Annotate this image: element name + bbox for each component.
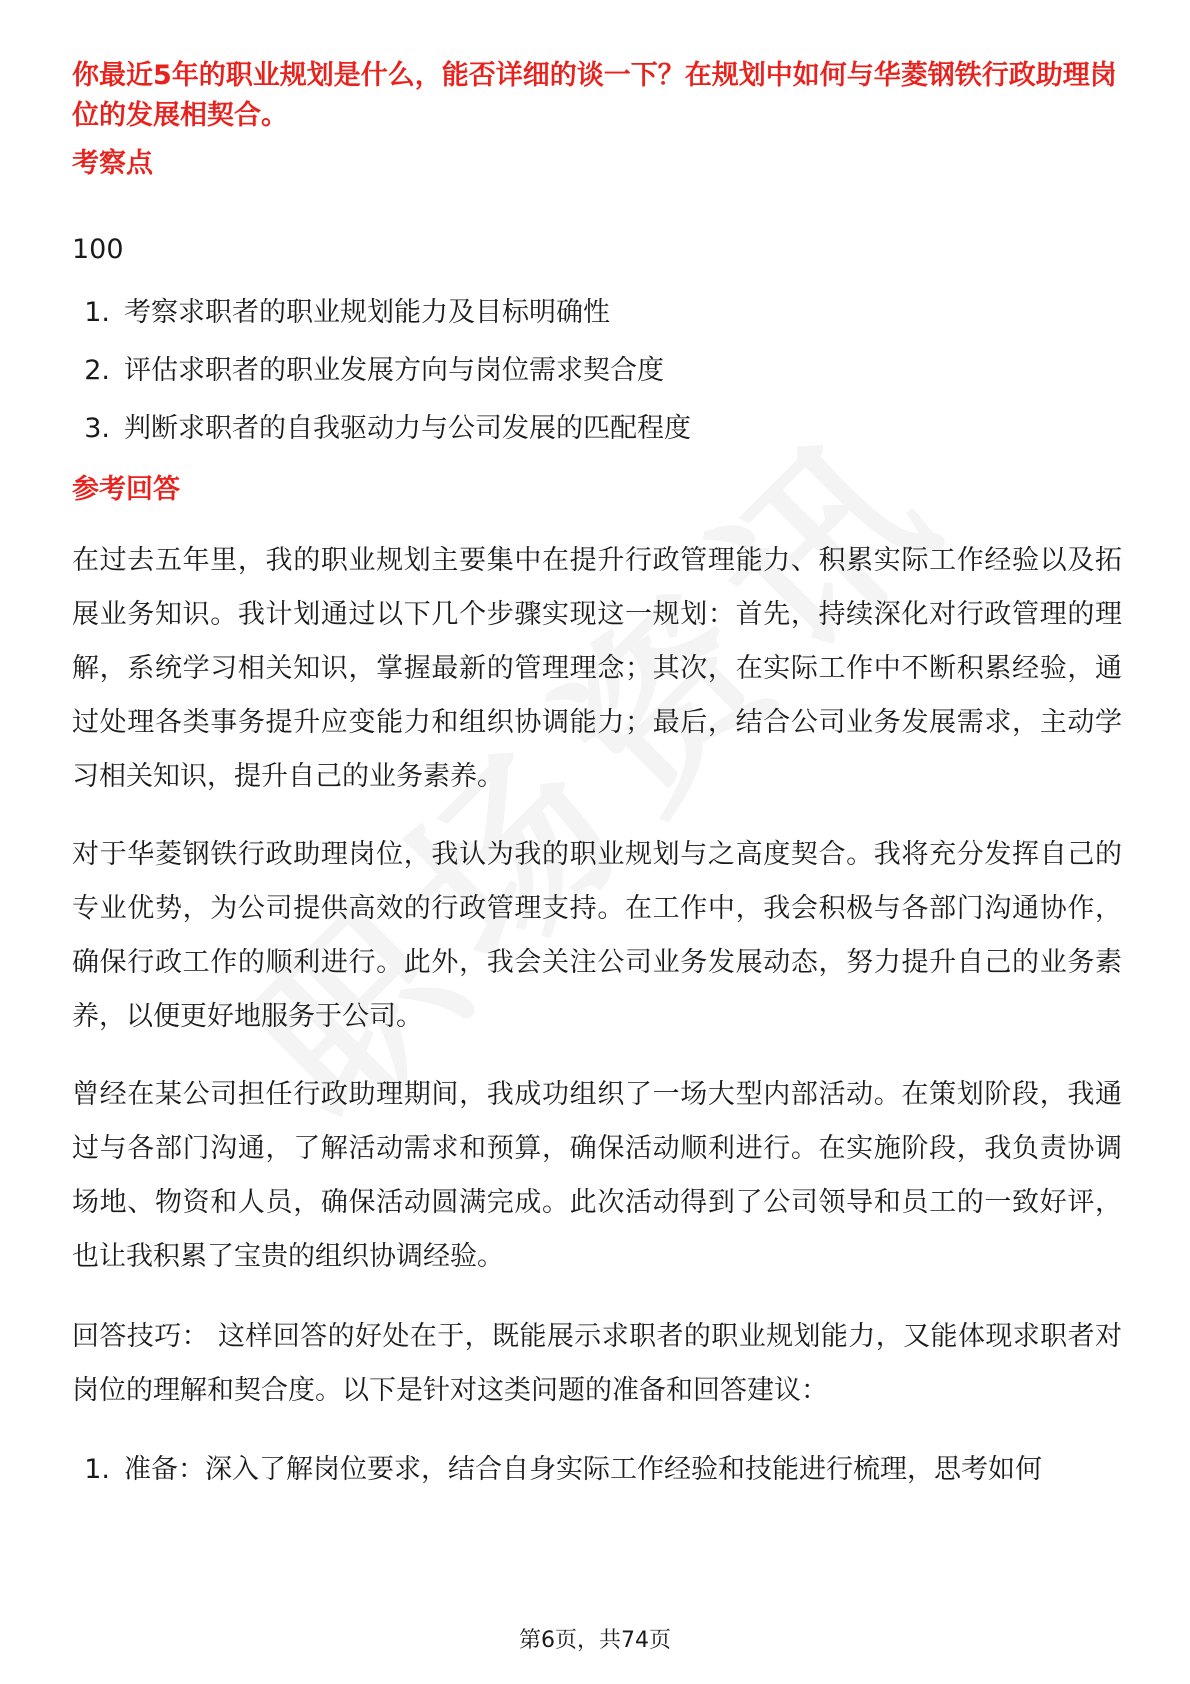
list-item bbox=[72, 409, 1122, 467]
assessment-list bbox=[72, 293, 1122, 467]
list-item bbox=[72, 293, 1122, 351]
answer-tips-paragraph: 回答技巧： 这样回答的好处在于，既能展示求职者的职业规划能力，又能体现求职者对岗位的理解和契合度。以下是针对这类问题的准备和回答建议： bbox=[72, 1321, 1122, 1406]
list-text: 判断求职者的自我驱动力与公司发展的匹配程度 bbox=[124, 413, 691, 444]
list-item bbox=[72, 1450, 1122, 1508]
list-number: 1. bbox=[84, 1454, 110, 1485]
page-footer: 第6页，共74页 bbox=[519, 1628, 671, 1653]
assessment-heading: 考察点 bbox=[72, 148, 153, 179]
tips-list bbox=[72, 1450, 1122, 1508]
question-title: 你最近5年的职业规划是什么，能否详细的谈一下？在规划中如何与华菱钢铁行政助理岗位的发展相契合。 bbox=[72, 60, 1117, 131]
list-number: 1. bbox=[84, 297, 110, 328]
answer-paragraph-2: 对于华菱钢铁行政助理岗位，我认为我的职业规划与之高度契合。我将充分发挥自己的专业优势，为公司提供高效的行政管理支持。在工作中，我会积极与各部门沟通协作，确保行政工作的顺利进行。此外，我会关注公司业务发展动态，努力提升自己的业务素养，以便更好地服务于公司。 bbox=[72, 839, 1122, 1032]
answer-heading: 参考回答 bbox=[72, 474, 180, 505]
score-value: 100 bbox=[72, 234, 124, 265]
answer-paragraph-1: 在过去五年里，我的职业规划主要集中在提升行政管理能力、积累实际工作经验以及拓展业务知识。我计划通过以下几个步骤实现这一规划：首先，持续深化对行政管理的理解，系统学习相关知识，掌握最新的管理理念；其次，在实际工作中不断积累经验，通过处理各类事务提升应变能力和组织协调能力；最后，结合公司业务发展需求，主动学习相关知识，提升自己的业务素养。 bbox=[72, 545, 1122, 792]
list-text: 评估求职者的职业发展方向与岗位需求契合度 bbox=[124, 355, 664, 386]
answer-paragraph-3: 曾经在某公司担任行政助理期间，我成功组织了一场大型内部活动。在策划阶段，我通过与各部门沟通，了解活动需求和预算，确保活动顺利进行。在实施阶段，我负责协调场地、物资和人员，确保活动圆满完成。此次活动得到了公司领导和员工的一致好评，也让我积累了宝贵的组织协调经验。 bbox=[72, 1079, 1122, 1272]
list-item bbox=[72, 351, 1122, 409]
list-text: 准备：深入了解岗位要求，结合自身实际工作经验和技能进行梳理，思考如何 bbox=[124, 1454, 1042, 1485]
list-number: 2. bbox=[84, 355, 110, 386]
list-number: 3. bbox=[84, 413, 110, 444]
list-text: 考察求职者的职业规划能力及目标明确性 bbox=[124, 297, 610, 328]
